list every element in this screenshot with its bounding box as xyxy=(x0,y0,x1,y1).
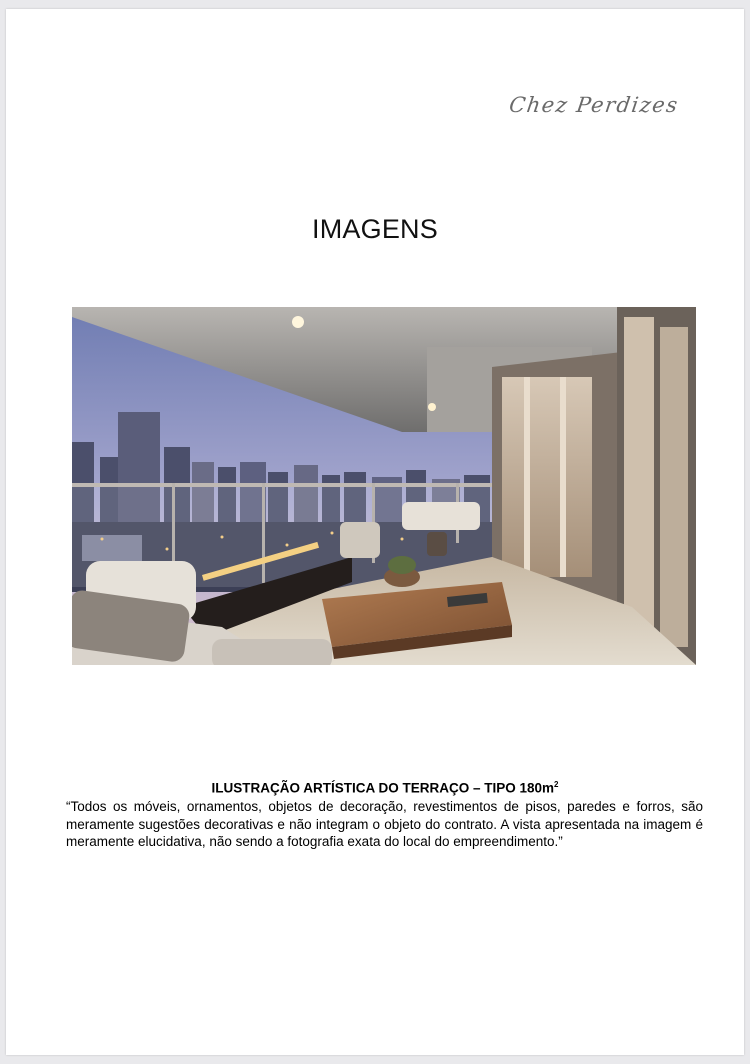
page-title: IMAGENS xyxy=(312,214,438,244)
svg-text:Chez Perdizes: Chez Perdizes xyxy=(508,92,681,117)
disclaimer-paragraph: “Todos os móveis, ornamentos, objetos de decoração, revestimentos de pisos, paredes e forros, são meramente sugestões decorativas e não integram o objeto do contrato. A vista apresentada na imagem é meramente elucidativa, não sendo a fotografia exata do local do empreendimento.” xyxy=(66,799,703,849)
caption-text: ILUSTRAÇÃO ARTÍSTICA DO TERRAÇO – TIPO 180m xyxy=(211,780,555,796)
brand-logo xyxy=(508,86,688,126)
caption-unit-superscript: 2 xyxy=(554,780,559,789)
figure-caption-title xyxy=(0,780,750,796)
terrace-illustration xyxy=(72,307,696,665)
